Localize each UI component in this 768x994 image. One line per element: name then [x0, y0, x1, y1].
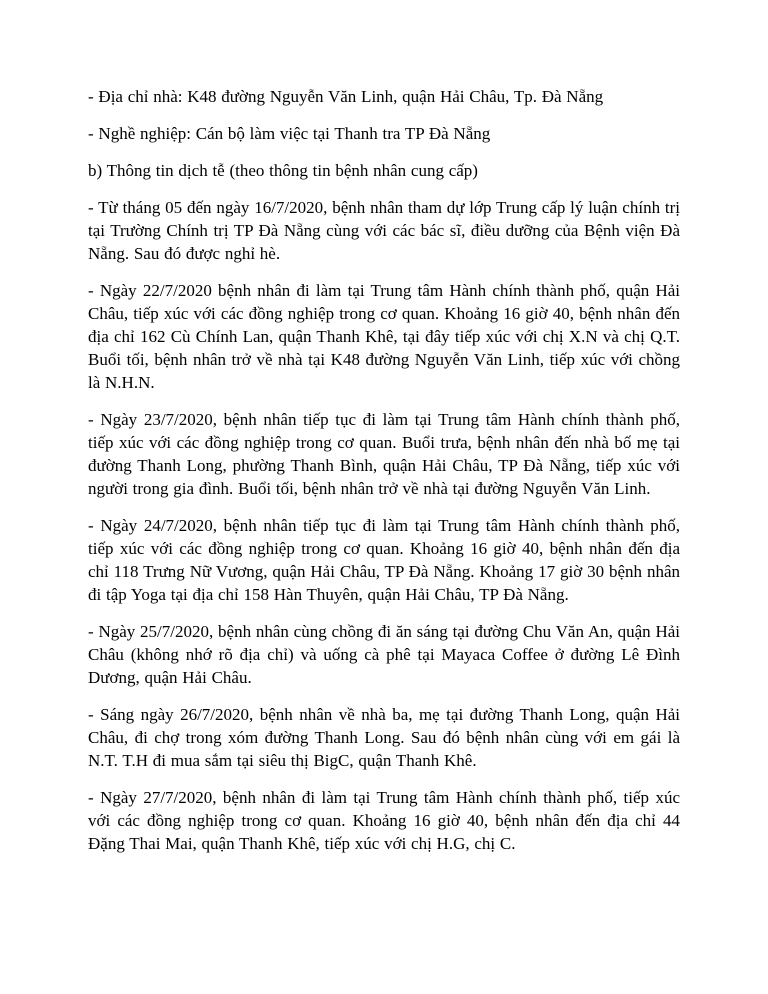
paragraph-timeline-22-7: - Ngày 22/7/2020 bệnh nhân đi làm tại Trung tâm Hành chính thành phố, quận Hải Châu, tiếp xúc với các đồng nghiệp trong cơ quan. Khoảng 16 giờ 40, bệnh nhân đến địa chỉ 162 Cù Chính Lan, quận Thanh Khê, tại đây tiếp xúc với chị X.N và chị Q.T. Buổi tối, bệnh nhân trở về nhà tại K48 đường Nguyễn Văn Linh, tiếp xúc với chồng là N.H.N. [88, 281, 680, 392]
paragraph-timeline-26-7: - Sáng ngày 26/7/2020, bệnh nhân về nhà ba, mẹ tại đường Thanh Long, quận Hải Châu, đi chợ trong xóm đường Thanh Long. Sau đó bệnh nhân cùng với em gái là N.T. T.H đi mua sắm tại siêu thị BigC, quận Thanh Khê. [88, 705, 680, 770]
section-heading-epidemiology-info: b) Thông tin dịch tễ (theo thông tin bệnh nhân cung cấp) [88, 161, 478, 180]
paragraph-timeline-27-7: - Ngày 27/7/2020, bệnh nhân đi làm tại Trung tâm Hành chính thành phố, tiếp xúc với các đồng nghiệp trong cơ quan. Khoảng 16 giờ 40, bệnh nhân đến địa chỉ 44 Đặng Thai Mai, quận Thanh Khê, tiếp xúc với chị H.G, chị C. [88, 788, 680, 853]
paragraph-timeline-25-7: - Ngày 25/7/2020, bệnh nhân cùng chồng đi ăn sáng tại đường Chu Văn An, quận Hải Châu (không nhớ rõ địa chỉ) và uống cà phê tại Mayaca Coffee ở đường Lê Đình Dương, quận Hải Châu. [88, 622, 680, 687]
paragraph-timeline-24-7: - Ngày 24/7/2020, bệnh nhân tiếp tục đi làm tại Trung tâm Hành chính thành phố, tiếp xúc với các đồng nghiệp trong cơ quan. Khoảng 16 giờ 40, bệnh nhân đến địa chỉ 118 Trưng Nữ Vương, quận Hải Châu, TP Đà Nẵng. Khoảng 17 giờ 30 bệnh nhân đi tập Yoga tại địa chỉ 158 Hàn Thuyên, quận Hải Châu, TP Đà Nẵng. [88, 516, 680, 604]
paragraph-timeline-may-to-16-7: - Từ tháng 05 đến ngày 16/7/2020, bệnh nhân tham dự lớp Trung cấp lý luận chính trị tại Trường Chính trị TP Đà Nẵng cùng với các bác sĩ, điều dưỡng của Bệnh viện Đà Nẵng. Sau đó được nghỉ hè. [88, 198, 680, 263]
paragraph-timeline-23-7: - Ngày 23/7/2020, bệnh nhân tiếp tục đi làm tại Trung tâm Hành chính thành phố, tiếp xúc với các đồng nghiệp trong cơ quan. Buổi trưa, bệnh nhân đến nhà bố mẹ tại đường Thanh Long, phường Thanh Bình, quận Hải Châu, TP Đà Nẵng, tiếp xúc với người trong gia đình. Buổi tối, bệnh nhân trở về nhà tại đường Nguyễn Văn Linh. [88, 410, 680, 498]
paragraph-home-address: - Địa chỉ nhà: K48 đường Nguyễn Văn Linh, quận Hải Châu, Tp. Đà Nẵng [88, 87, 604, 106]
paragraph-occupation: - Nghề nghiệp: Cán bộ làm việc tại Thanh tra TP Đà Nẵng [88, 124, 491, 143]
